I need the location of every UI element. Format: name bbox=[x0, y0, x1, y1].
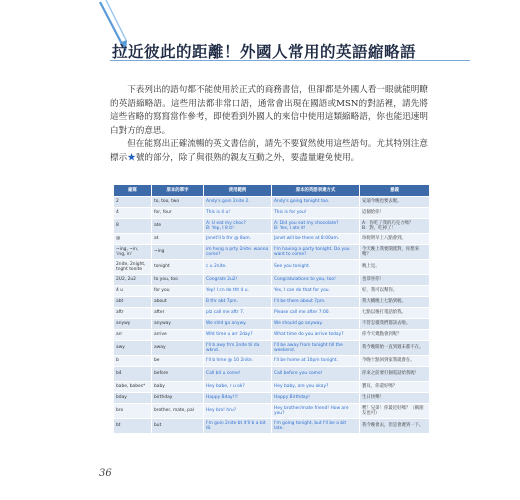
cell-example: I'll b hme @ 10 2nite. bbox=[204, 356, 272, 367]
table-row bbox=[114, 356, 430, 367]
cell-example: im hvng a prty 2nite. wanna come? bbox=[204, 245, 272, 260]
cell-meaning: 你今天幾點會到呢？ bbox=[360, 330, 430, 341]
table-row bbox=[114, 367, 430, 382]
warning-text-after: 號的部分，除了與很熟的親友互動之外，要盡量避免使用。 bbox=[135, 152, 360, 163]
cell-original-word: after bbox=[152, 308, 204, 319]
table-row bbox=[114, 260, 430, 275]
cell-original-expression: Andy's going tonight too. bbox=[272, 197, 360, 208]
cell-meaning: 今天晚上我要開派對，你想來嗎？ bbox=[360, 245, 430, 260]
cell-original-word: birthday bbox=[152, 393, 204, 404]
cell-meaning: A：你吃了我的巧克力嗎？ B：對，吃掉了！ bbox=[360, 219, 430, 234]
cell-example: I'm goin 2nite bt it'll b a bit l8. bbox=[204, 419, 272, 434]
table-header-row bbox=[114, 185, 430, 197]
cell-original-expression: Happy Birthday! bbox=[272, 393, 360, 404]
cell-meaning: 今晚十點回到家我就會在。 bbox=[360, 356, 430, 367]
table-row bbox=[114, 275, 430, 286]
cell-example: plz call me aftr 7. bbox=[204, 308, 272, 319]
cell-original-expression: I'm going tonight, but I'll be a bit late. bbox=[272, 419, 360, 434]
cell-meaning: 生日快樂！ bbox=[360, 393, 430, 404]
table-row bbox=[114, 245, 430, 260]
cell-meaning: 我大概晚上七點到喔。 bbox=[360, 297, 430, 308]
cell-original-expression: I'll be home at 10pm tonight. bbox=[272, 356, 360, 367]
cell-original-expression: I'll be away from tonight till the weekend. bbox=[272, 341, 360, 356]
cell-original-word: baby bbox=[152, 382, 204, 393]
cell-meaning: 珍妮明早上八點會到。 bbox=[360, 234, 430, 245]
cell-original-expression: This is for you! bbox=[272, 208, 360, 219]
cell-abbreviation: b bbox=[114, 356, 152, 367]
cell-meaning: 寶貝，你還好嗎？ bbox=[360, 382, 430, 393]
table-row bbox=[114, 404, 430, 419]
cell-original-expression: Janet will be there at 8:00am. bbox=[272, 234, 360, 245]
cell-example: B thr abt 7pm. bbox=[204, 297, 272, 308]
cell-abbreviation: abt bbox=[114, 297, 152, 308]
cell-original-word: about bbox=[152, 297, 204, 308]
cell-original-expression: Congratulations to you, too! bbox=[272, 275, 360, 286]
cell-original-expression: I'll be there about 7pm. bbox=[272, 297, 360, 308]
cell-abbreviation: anywy bbox=[114, 319, 152, 330]
cell-original-word: but bbox=[152, 419, 204, 434]
cell-original-word: before bbox=[152, 367, 204, 382]
warning-paragraph bbox=[110, 138, 428, 165]
cell-original-word: to you, too bbox=[152, 275, 204, 286]
cell-abbreviation: aftr bbox=[114, 308, 152, 319]
cell-original-word: tonight bbox=[152, 260, 204, 275]
cell-example: Hey babe, r u ok? bbox=[204, 382, 272, 393]
cell-original-word: to, too, two bbox=[152, 197, 204, 208]
cell-original-word: at bbox=[152, 234, 204, 245]
cell-abbreviation: 2U2, 2u2 bbox=[114, 275, 152, 286]
cell-original-word: for you bbox=[152, 286, 204, 297]
table-row bbox=[114, 219, 430, 234]
table-row bbox=[114, 308, 430, 319]
cell-example: A: U eat my choc? B: Yep, I 8 it! bbox=[204, 219, 272, 234]
cell-example: We shld go anywy. bbox=[204, 319, 272, 330]
cell-meaning: 我今晚開始一直到週末都不在。 bbox=[360, 341, 430, 356]
table-row bbox=[114, 393, 430, 404]
cell-original-expression: A: Did you eat my chocolate? B: Yes, I ate it! bbox=[272, 219, 360, 234]
page-title: 拉近彼此的距離！外國人常用的英語縮略語 bbox=[112, 43, 417, 61]
cell-meaning: 安迪今晚也要去喔。 bbox=[360, 197, 430, 208]
table-row bbox=[114, 330, 430, 341]
table-row bbox=[114, 382, 430, 393]
header-example: 使用範例 bbox=[204, 185, 272, 197]
cell-meaning: 你來之前要打個電話給我喔！ bbox=[360, 367, 430, 382]
cell-original-expression: Call before you come! bbox=[272, 367, 360, 382]
cell-original-word: be bbox=[152, 356, 204, 367]
table-row bbox=[114, 286, 430, 297]
table-row bbox=[114, 208, 430, 219]
table-row bbox=[114, 197, 430, 208]
cell-meaning: 好，我可以幫你。 bbox=[360, 286, 430, 297]
cell-example: Janet'll b thr @ 8am. bbox=[204, 234, 272, 245]
cell-original-expression: What time do you arrive today? bbox=[272, 330, 360, 341]
intro-paragraph: 下表列出的語句都不能使用於正式的商務書信，但卻都是外國人看一眼就能明瞭的英語縮略語。這些用法都非常口語，通常會出現在國語或MSN的對話裡，請先將這些省略的寫寫當作參考，即使看到外國人的來信中使用這類縮略語，你也能迅速明白對方的意思。 bbox=[110, 85, 428, 136]
cell-abbreviation: babe, babes* bbox=[114, 382, 152, 393]
cell-abbreviation: arr bbox=[114, 330, 152, 341]
cell-original-word: anyway bbox=[152, 319, 204, 330]
table-row bbox=[114, 319, 430, 330]
cell-original-expression: See you tonight. bbox=[272, 260, 360, 275]
cell-abbreviation: 4 u bbox=[114, 286, 152, 297]
table-row bbox=[114, 419, 430, 434]
cell-example: Congrats 2u2! bbox=[204, 275, 272, 286]
cell-example: Wht time u arr 2day? bbox=[204, 330, 272, 341]
header-original-expression: 原本的英語表達方式 bbox=[272, 185, 360, 197]
title-divider bbox=[110, 60, 470, 61]
cell-example: c u 2nite. bbox=[204, 260, 272, 275]
cell-original-expression: We should go anyway. bbox=[272, 319, 360, 330]
cell-abbreviation: @ bbox=[114, 234, 152, 245]
cell-original-expression: Hey brother/mate friend! How are you? bbox=[272, 404, 360, 419]
header-original-word: 原本的單字 bbox=[152, 185, 204, 197]
table-row bbox=[114, 234, 430, 245]
cell-original-word: arrive bbox=[152, 330, 204, 341]
cell-example: Hey bro! hru? bbox=[204, 404, 272, 419]
cell-original-expression: Yes, I can do that for you. bbox=[272, 286, 360, 297]
table-body bbox=[114, 197, 430, 434]
cell-meaning: 也恭喜你！ bbox=[360, 275, 430, 286]
cell-original-expression: Please call me after 7:00. bbox=[272, 308, 360, 319]
cell-example: I'll b awy frm 2nite til da wknd. bbox=[204, 341, 272, 356]
header-meaning: 意義 bbox=[360, 185, 430, 197]
cell-original-expression: Hey baby, are you okay? bbox=[272, 382, 360, 393]
cell-original-word: brother, mate, pal bbox=[152, 404, 204, 419]
cell-abbreviation: bday bbox=[114, 393, 152, 404]
cell-abbreviation: bro bbox=[114, 404, 152, 419]
cell-abbreviation: 2 bbox=[114, 197, 152, 208]
cell-meaning: 嘿！兄弟！你最近好嗎？（稱朋友也可） bbox=[360, 404, 430, 419]
cell-example: Yep! I cn do tht 4 u. bbox=[204, 286, 272, 297]
cell-abbreviation: b4 bbox=[114, 367, 152, 382]
cell-original-word: away bbox=[152, 341, 204, 356]
cell-meaning: 我今晚會去，但是會遲到一下。 bbox=[360, 419, 430, 434]
page-number: 36 bbox=[99, 468, 112, 479]
cell-abbreviation: ~ing, ~in, 'ing, in' bbox=[114, 245, 152, 260]
cell-original-word: ~ing bbox=[152, 245, 204, 260]
cell-example: Call b4 u come! bbox=[204, 367, 272, 382]
star-icon: ★ bbox=[127, 152, 136, 163]
cell-example: This is 4 u! bbox=[204, 208, 272, 219]
cell-example: Happy Bday!!! bbox=[204, 393, 272, 404]
cell-original-word: ate bbox=[152, 219, 204, 234]
table-row bbox=[114, 297, 430, 308]
cell-meaning: 七點以後打電話給我。 bbox=[360, 308, 430, 319]
cell-meaning: 晚上見。 bbox=[360, 260, 430, 275]
cell-abbreviation: 4 bbox=[114, 208, 152, 219]
header-abbreviation: 縮寫 bbox=[114, 185, 152, 197]
cell-original-expression: I'm having a party tonight. Do you want to come? bbox=[272, 245, 360, 260]
cell-original-word: for, four bbox=[152, 208, 204, 219]
table-row bbox=[114, 341, 430, 356]
cell-abbreviation: 2nite, 2night, tnght tonite bbox=[114, 260, 152, 275]
cell-abbreviation: awy bbox=[114, 341, 152, 356]
abbreviation-table bbox=[113, 184, 430, 434]
cell-meaning: 這個給你！ bbox=[360, 208, 430, 219]
cell-abbreviation: bt bbox=[114, 419, 152, 434]
cell-meaning: 不管怎樣我們都該去啦。 bbox=[360, 319, 430, 330]
cell-example: Andy's goin 2nite 2. bbox=[204, 197, 272, 208]
cell-abbreviation: 8 bbox=[114, 219, 152, 234]
warning-text-before: 但在能寫出正確流暢的英文書信前，請先不要貿然使用這些語句。尤其特別注意標示 bbox=[110, 139, 428, 163]
